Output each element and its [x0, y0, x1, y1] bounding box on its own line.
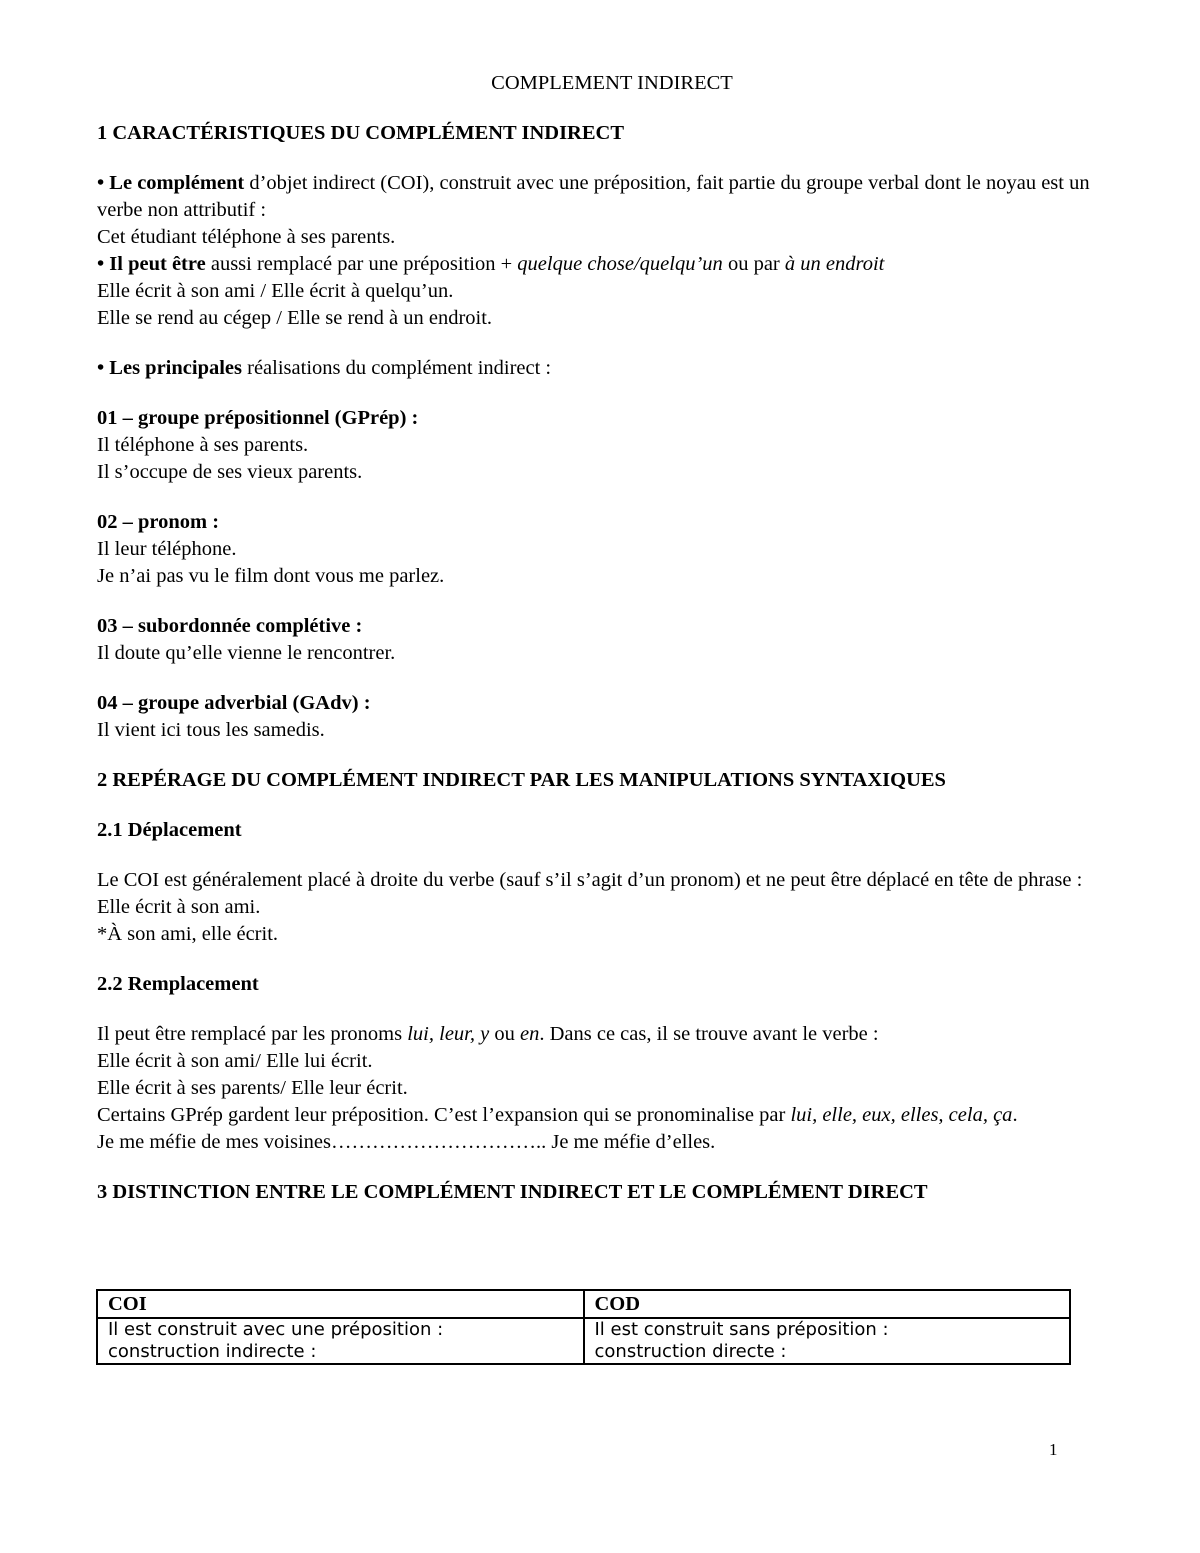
- page-number: 1: [1049, 1440, 1058, 1459]
- paragraph-gprep: Certains GPrép gardent leur préposition. C’est l’expansion qui se pronominalise par lui, elle, eux, elles, cela, ça.: [97, 1104, 1018, 1126]
- comparison-table: [96, 1289, 1071, 1365]
- example-line: Elle écrit à son ami.: [97, 896, 261, 918]
- example-line: *À son ami, elle écrit.: [97, 923, 279, 945]
- subsection-remplacement: 2.2 Remplacement: [97, 973, 259, 995]
- subsection-deplacement: 2.1 Déplacement: [97, 819, 242, 841]
- example-line: Il téléphone à ses parents.: [97, 434, 309, 456]
- document-page: [97, 70, 1127, 1206]
- table-header-coi: COI: [97, 1290, 584, 1318]
- example-line: Il doute qu’elle vienne le rencontrer.: [97, 642, 396, 664]
- table-header-cod: COD: [584, 1290, 1071, 1318]
- example-line: Je me méfie de mes voisines………………………….. Je me méfie d’elles.: [97, 1131, 716, 1153]
- example-line: Il leur téléphone.: [97, 538, 237, 560]
- example-line: Cet étudiant téléphone à ses parents.: [97, 226, 396, 248]
- paragraph-remplacement: Il peut être remplacé par les pronoms lui, leur, y ou en. Dans ce cas, il se trouve avant le verbe :: [97, 1023, 879, 1045]
- realisation-heading-04: 04 – groupe adverbial (GAdv) :: [97, 692, 371, 714]
- bullet-replacement: • Il peut être aussi remplacé par une préposition + quelque chose/quelqu’un ou par à un endroit: [97, 253, 885, 275]
- paragraph-deplacement: Le COI est généralement placé à droite du verbe (sauf s’il s’agit d’un pronom) et ne peut être déplacé en tête de phrase :: [97, 869, 1083, 891]
- example-line: Elle se rend au cégep / Elle se rend à un endroit.: [97, 307, 493, 329]
- example-line: Il s’occupe de ses vieux parents.: [97, 461, 363, 483]
- example-line: Elle écrit à son ami / Elle écrit à quelqu’un.: [97, 280, 454, 302]
- table-cell-coi: Il est construit avec une préposition : construction indirecte :: [97, 1318, 584, 1364]
- example-line: Elle écrit à son ami/ Elle lui écrit.: [97, 1050, 373, 1072]
- bullet-realisations: • Les principales réalisations du complément indirect :: [97, 357, 552, 379]
- realisation-heading-03: 03 – subordonnée complétive :: [97, 615, 363, 637]
- realisation-heading-01: 01 – groupe prépositionnel (GPrép) :: [97, 407, 419, 429]
- section-2-heading: 2 REPÉRAGE DU COMPLÉMENT INDIRECT PAR LES MANIPULATIONS SYNTAXIQUES: [97, 769, 946, 791]
- table-header-row: [97, 1290, 1070, 1318]
- section-1-heading: 1 CARACTÉRISTIQUES DU COMPLÉMENT INDIRECT: [97, 122, 625, 144]
- example-line: Je n’ai pas vu le film dont vous me parlez.: [97, 565, 445, 587]
- bullet-complement: • Le complément d’objet indirect (COI), construit avec une préposition, fait partie du groupe verbal dont le noyau est un verbe non attributif :: [97, 172, 1090, 221]
- table-row: [97, 1318, 1070, 1364]
- example-line: Elle écrit à ses parents/ Elle leur écrit.: [97, 1077, 408, 1099]
- example-line: Il vient ici tous les samedis.: [97, 719, 325, 741]
- section-3-heading: 3 DISTINCTION ENTRE LE COMPLÉMENT INDIRECT ET LE COMPLÉMENT DIRECT: [97, 1181, 928, 1203]
- realisation-heading-02: 02 – pronom :: [97, 511, 220, 533]
- page-title: COMPLEMENT INDIRECT: [491, 72, 733, 94]
- table-cell-cod: Il est construit sans préposition : construction directe :: [584, 1318, 1071, 1364]
